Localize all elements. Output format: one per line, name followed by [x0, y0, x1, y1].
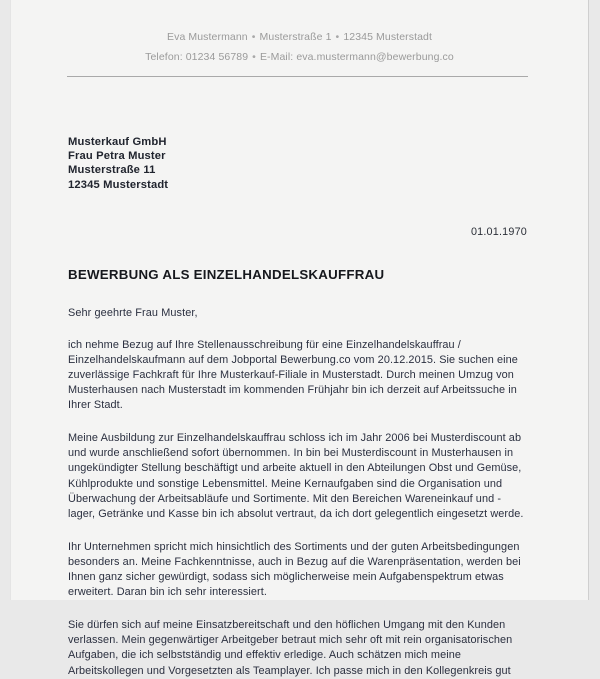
sender-email: E-Mail: eva.mustermann@bewerbung.co: [259, 51, 454, 63]
letter-salutation: Sehr geehrte Frau Muster,: [68, 306, 198, 319]
letter-date: 01.01.1970: [470, 225, 527, 238]
sender-name: Eva Mustermann: [166, 31, 248, 43]
letter-page: [10, 0, 589, 677]
bullet-separator-icon: •: [335, 31, 340, 43]
letterhead-divider: [67, 76, 528, 77]
sender-address-line: [11, 27, 588, 47]
letter-paragraph: Sie dürfen sich auf meine Einsatzbereitschaft und den höflichen Umgang mit den Kunden verlassen. Mein gegenwärtiger Arbeitgeber betraut mich sehr oft mit rein organisatorischen Aufgaben, die ich selbstständig und effektiv erledige. Auch schätzen mich meine Arbeitskollegen und Vorgesetzten als Teamplayer. Ich passe mich in den Kollegenkreis gut: [68, 619, 513, 677]
letter-subject: BEWERBUNG ALS EINZELHANDELSKAUFFRAU: [68, 266, 385, 282]
bullet-separator-icon: •: [251, 31, 256, 43]
sender-city: 12345 Musterstadt: [343, 31, 432, 43]
letter-paragraph: Meine Ausbildung zur Einzelhandelskauffrau schloss ich im Jahr 2006 bei Musterdiscount ab und wurde anschließend sofort übernommen. In bin bei Musterdiscount in Musterhausen in ungekündigter Stellung beschäftigt und arbeite aktuell in den Abteilungen Obst und Gemüse, Kühlprodukte und sonstige Lebensmittel. Meine Kernaufgaben sind die Organisation und Überwachung der Arbeitsabläufe und Sortimente. Mit den Bereichen Wareneinkauf und -lager, Getränke und Kasse bin ich absolut vertraut, da ich dort gelegentlich eingesetzt werde.: [68, 432, 524, 520]
recipient-city: 12345 Musterstadt: [68, 178, 169, 191]
sender-street: Musterstraße 1: [259, 31, 332, 43]
sender-contact-line: [11, 47, 588, 67]
letter-paragraph: Ihr Unternehmen spricht mich hinsichtlich des Sortiments und der guten Arbeitsbedingungen besonders an. Meine Fachkenntnisse, auch in Bezug auf die Warenpräsentation, werden bei Ihnen ganz sicher gewürdigt, sodass sich möglicherweise mein Aufgabenspektrum etwas erweitert. Daran bin ich sehr interessiert.: [68, 540, 521, 599]
letterhead: [11, 0, 588, 77]
recipient-address-block: [68, 135, 588, 192]
recipient-street: Musterstraße 11: [68, 164, 156, 177]
recipient-company: Musterkauf GmbH: [68, 136, 167, 148]
sender-phone: Telefon: 01234 56789: [145, 51, 249, 63]
bullet-separator-icon: •: [252, 51, 256, 63]
recipient-person: Frau Petra Muster: [68, 150, 166, 163]
letter-paragraph: ich nehme Bezug auf Ihre Stellenausschreibung für eine Einzelhandelskauffrau / Einzelhandelskaufmann auf dem Jobportal Bewerbung.co vom 20.12.2015. Sie suchen eine zuverlässige Fachkraft für Ihre Musterkauf-Filiale in Musterstadt. Durch meinen Umzug von Musterhausen nach Musterstadt im kommenden Frühjahr bin ich derzeit auf Arbeitssuche in Ihrer Stadt.: [68, 338, 518, 412]
